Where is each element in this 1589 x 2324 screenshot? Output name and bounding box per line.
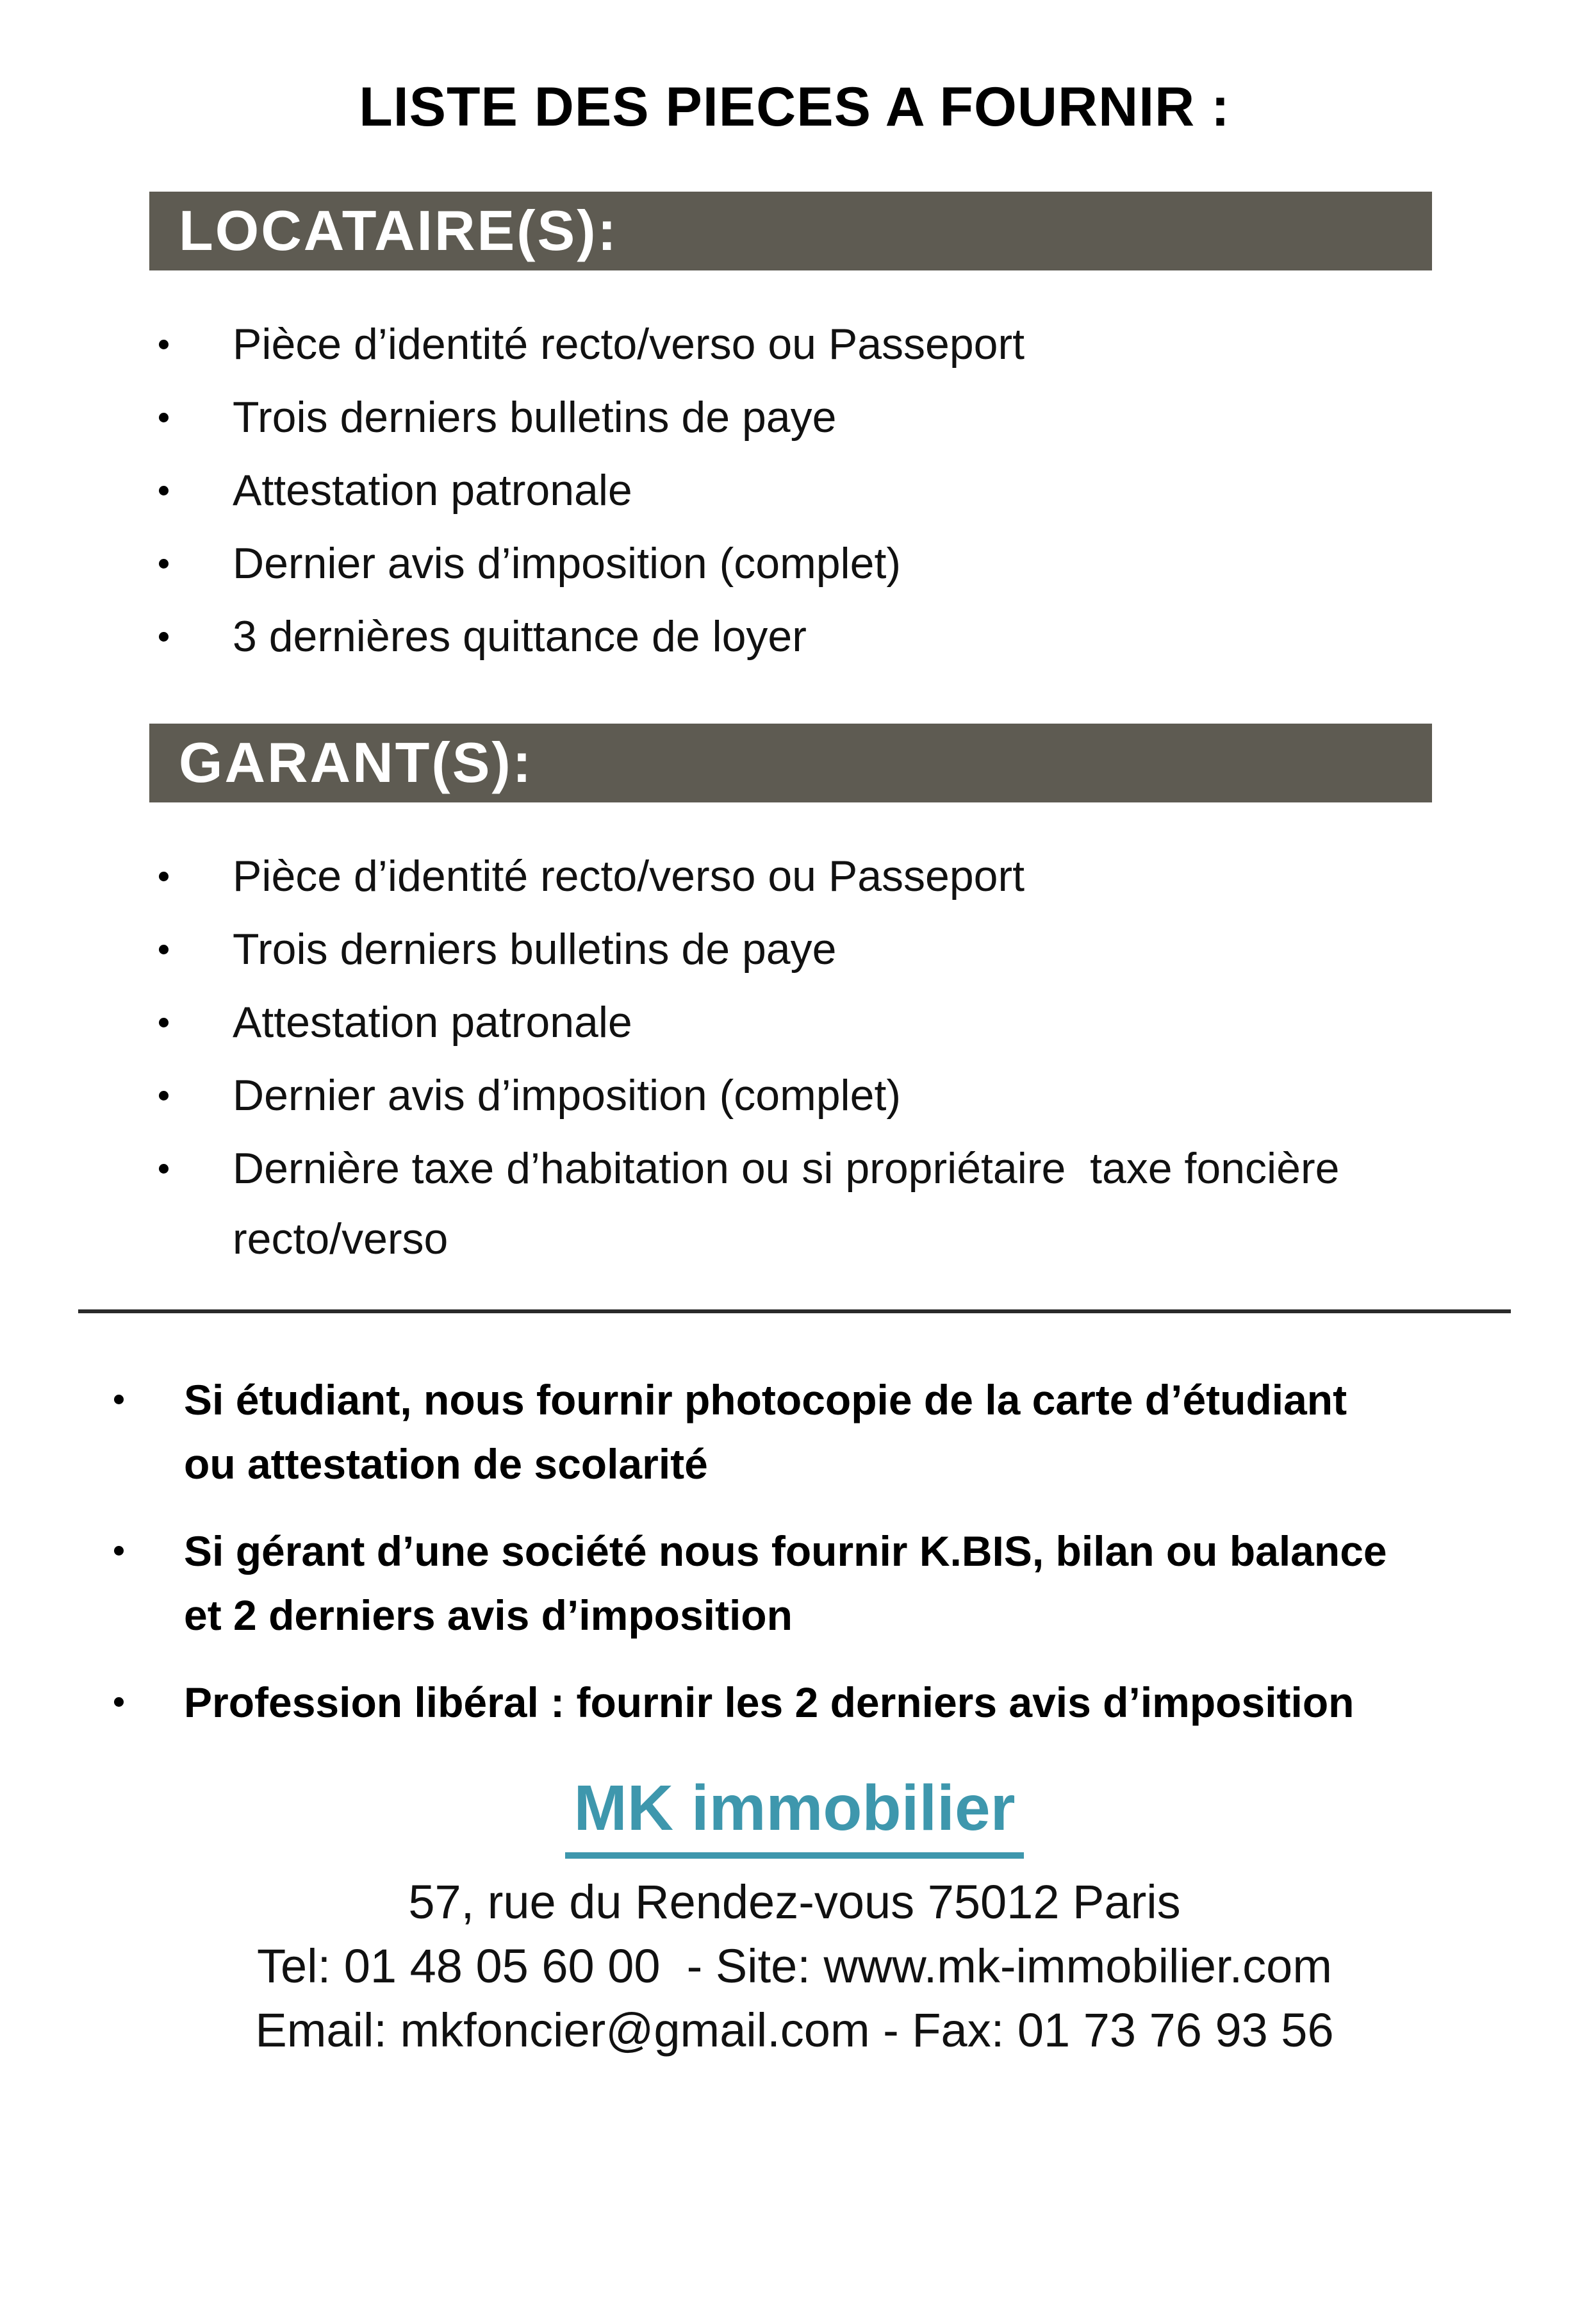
note-item [110, 1368, 1589, 1496]
bullet-icon [159, 1091, 169, 1100]
list-item-label: Trois derniers bulletins de paye [233, 924, 837, 974]
list-item-label: Dernier avis d’imposition (complet) [233, 1070, 902, 1120]
note-item [110, 1670, 1589, 1734]
note-item-label: Profession libéral : fournir les 2 derniers avis d’imposition [184, 1678, 1354, 1726]
list-item [159, 914, 1589, 984]
note-item-label: Si gérant d’une société nous fournir K.BIS, bilan ou balance et 2 derniers avis d’imposition [184, 1527, 1399, 1639]
bullet-icon [114, 1395, 124, 1404]
list-item-label: 3 dernières quittance de loyer [233, 611, 807, 661]
bullet-icon [159, 872, 169, 881]
bullet-icon [159, 340, 169, 349]
list-item [159, 1060, 1589, 1131]
section-header-locataires [149, 192, 1432, 270]
page-title: LISTE DES PIECES A FOURNIR : [359, 76, 1230, 138]
bullet-icon [159, 945, 169, 954]
list-item-label: Dernier avis d’imposition (complet) [233, 538, 902, 588]
list-item-label: Attestation patronale [233, 465, 632, 515]
list-item [159, 455, 1589, 526]
list-item [159, 987, 1589, 1058]
list-item [159, 528, 1589, 599]
divider [78, 1309, 1511, 1313]
address-line: 57, rue du Rendez-vous 75012 Paris [408, 1875, 1181, 1929]
list-item [159, 1133, 1589, 1274]
notes-list [110, 1368, 1589, 1734]
bullet-icon [159, 632, 169, 642]
document-page [0, 76, 1589, 2324]
bullet-icon [159, 559, 169, 569]
note-item-label: Si étudiant, nous fournir photocopie de la carte d’étudiant ou attestation de scolarité [184, 1375, 1359, 1488]
list-item-label: Attestation patronale [233, 997, 632, 1047]
bullet-icon [159, 413, 169, 422]
list-item-label: Dernière taxe d’habitation ou si propriétaire taxe foncière recto/verso [233, 1143, 1352, 1263]
section-header-garants [149, 724, 1432, 802]
brand-title: MK immobilier [565, 1773, 1025, 1859]
bullet-icon [159, 1164, 169, 1174]
bullet-icon [114, 1697, 124, 1707]
list-item-label: Trois derniers bulletins de paye [233, 392, 837, 442]
section-header-garants-label: GARANT(S): [179, 731, 534, 795]
list-item-label: Pièce d’identité recto/verso ou Passeport [233, 319, 1025, 369]
list-item [159, 382, 1589, 452]
section-header-locataires-label: LOCATAIRE(S): [179, 199, 618, 263]
list-item-label: Pièce d’identité recto/verso ou Passeport [233, 851, 1025, 901]
contact-line-email-fax: Email: mkfoncier@gmail.com - Fax: 01 73 76 93 56 [255, 2003, 1334, 2057]
garants-list [159, 841, 1589, 1274]
contact-line-tel-site: Tel: 01 48 05 60 00 - Site: www.mk-immobilier.com [257, 1939, 1332, 1993]
bullet-icon [114, 1546, 124, 1556]
locataires-list [159, 309, 1589, 672]
bullet-icon [159, 486, 169, 495]
footer [0, 1773, 1589, 2063]
list-item [159, 601, 1589, 672]
bullet-icon [159, 1018, 169, 1027]
list-item [159, 841, 1589, 911]
list-item [159, 309, 1589, 379]
note-item [110, 1519, 1589, 1647]
